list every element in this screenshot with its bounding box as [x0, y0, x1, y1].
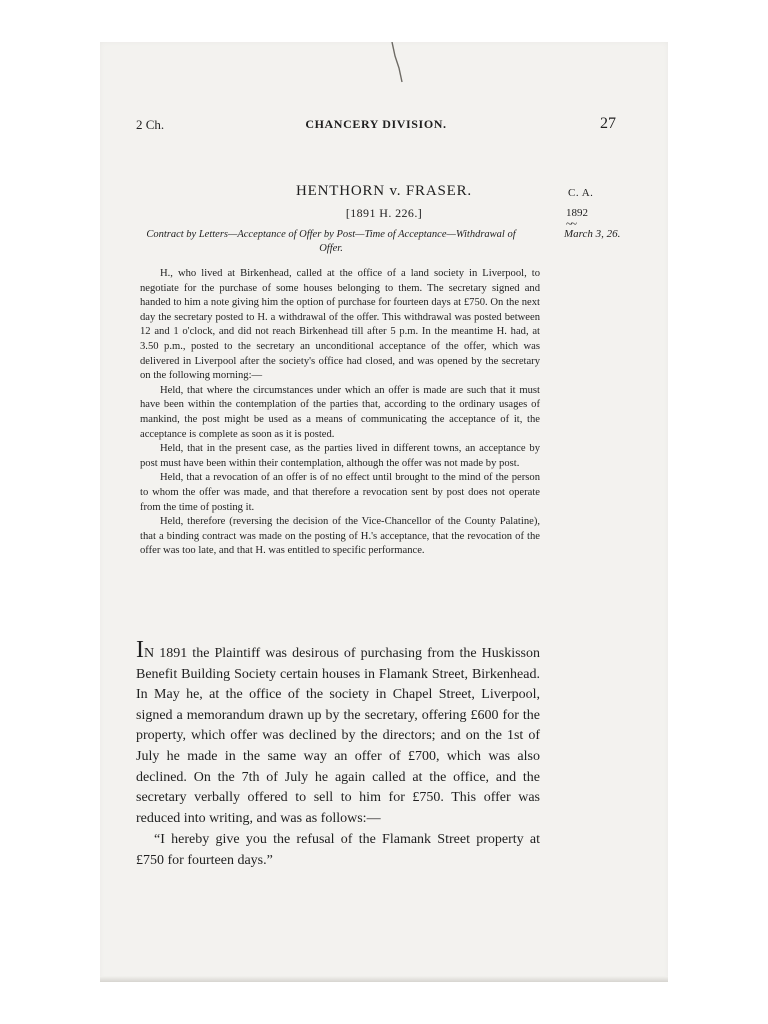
margin-tilde: ~~ [566, 218, 576, 230]
catchwords: Contract by Letters—Acceptance of Offer by Post—Time of Acceptance—Withdrawal of Offer. [146, 229, 516, 254]
headnote-held-4: Held, therefore (reversing the decision of the Vice-Chancellor of the County Palatine), that a binding contract was made on the posting of H.'s acceptance, that the revocation of the offer was too late, and that H. was entitled to specific performance. [140, 516, 540, 557]
page-number: 27 [600, 115, 616, 132]
body-paragraph [136, 637, 540, 829]
judgment-body [136, 637, 540, 872]
quoted-offer: “I hereby give you the refusal of the Flamank Street property at £750 for fourteen days.” [136, 832, 540, 868]
document-page [100, 42, 668, 982]
headnote-held-3: Held, that a revocation of an offer is of no effect until brought to the mind of the person to whom the offer was made, and that therefore a revocation sent by post does not operate from the time of posting it. [140, 472, 540, 513]
running-head [136, 115, 616, 139]
headnote-held-2: Held, that in the present case, as the parties lived in different towns, an acceptance by post must have been within their contemplation, although the offer was not made by post. [140, 443, 540, 469]
volume-reference: 2 Ch. [136, 117, 165, 132]
case-citation: [1891 H. 226.] [345, 206, 423, 220]
drop-cap: I [136, 637, 144, 663]
margin-court: C. A. [568, 187, 594, 199]
case-title: HENTHORN v. FRASER. [296, 183, 472, 199]
division-heading: CHANCERY DIVISION. [305, 117, 447, 131]
margin-date: March 3, 26. [564, 228, 621, 240]
page-tear-mark [390, 42, 404, 84]
margin-year: 1892 [566, 207, 588, 219]
headnote [140, 267, 540, 559]
headnote-held-1: Held, that where the circumstances under which an offer is made are such that it must have been within the contemplation of the parties that, according to the ordinary usages of mankind, the post might be used as a means of communicating the acceptance of it, the acceptance is complete as soon as it is posted. [140, 384, 540, 440]
body-paragraph-text: N 1891 the Plaintiff was desirous of purchasing from the Huskisson Benefit Building Society certain houses in Flamank Street, Birkenhead. In May he, at the office of the society in Chapel Street, Liverpool, signed a memorandum drawn up by the secretary, offering £600 for the property, which offer was declined by the directors; and on the 1st of July he made in the same way an offer of £700, which was also declined. On the 7th of July he again called at the office, and the secretary verbally offered to sell to him for £750. This offer was reduced into writing, and was as follows:— [136, 646, 540, 826]
headnote-facts: H., who lived at Birkenhead, called at the office of a land society in Liverpool, to negotiate for the purchase of some houses belonging to them. The secretary signed and handed to him a note giving him the option of purchase for fourteen days at £750. On the next day the secretary posted to H. a withdrawal of the offer. This withdrawal was posted between 12 and 1 o'clock, and did not reach Birkenhead till after 5 p.m. In the meantime H. had, at 3.50 p.m., posted to the secretary an unconditional acceptance of the offer, which was delivered in Liverpool after the society's office had closed, and was opened by the secretary on the following morning:— [140, 268, 540, 382]
page-bottom-edge [100, 976, 668, 982]
